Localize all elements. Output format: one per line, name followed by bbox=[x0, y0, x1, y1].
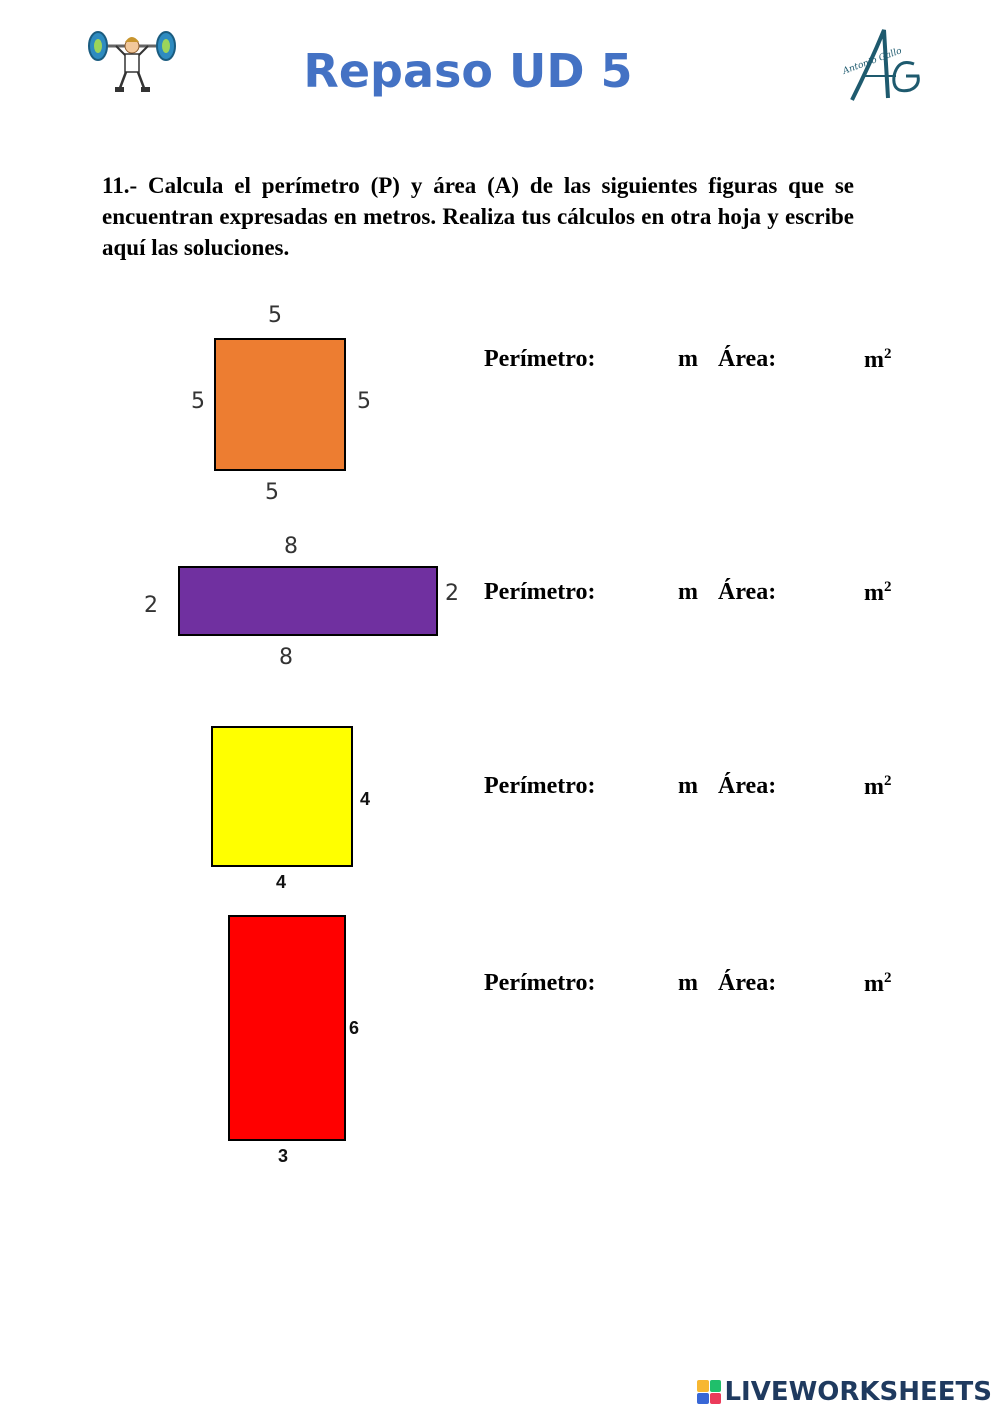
answer-row-4 bbox=[484, 970, 904, 1004]
figure3-right-label: 4 bbox=[360, 789, 371, 809]
perimeter-answer-slot[interactable] bbox=[612, 970, 672, 998]
area-answer-slot[interactable] bbox=[790, 579, 856, 607]
answer-row-3 bbox=[484, 773, 904, 807]
figure1-left-label: 5 bbox=[191, 389, 205, 414]
perimeter-label: Perímetro: bbox=[484, 579, 596, 605]
figure4-bottom-label: 3 bbox=[278, 1146, 289, 1166]
author-logo-text: Antonio Gallo bbox=[841, 46, 904, 77]
liveworksheets-brand: LIVEWORKSHEETS bbox=[724, 1377, 992, 1407]
liveworksheets-logo bbox=[697, 1377, 992, 1407]
figure2-left-label: 2 bbox=[144, 593, 158, 618]
area-unit: $m^2$ bbox=[864, 970, 892, 997]
area-label: Área: bbox=[718, 346, 777, 372]
area-label: Área: bbox=[718, 773, 777, 799]
area-answer-slot[interactable] bbox=[790, 970, 856, 998]
yellow-square bbox=[211, 726, 353, 867]
figure1-top-label: 5 bbox=[268, 303, 282, 328]
figure2-bottom-label: 8 bbox=[279, 645, 293, 670]
area-unit: $m^2$ bbox=[864, 773, 892, 800]
area-unit: $m^2$ bbox=[864, 346, 892, 373]
orange-square bbox=[214, 338, 346, 471]
author-logo bbox=[840, 24, 936, 108]
figure4-right-label: 6 bbox=[349, 1018, 360, 1038]
answer-row-2 bbox=[484, 579, 904, 613]
red-rectangle bbox=[228, 915, 346, 1141]
exercise-instruction: 11.- Calcula el perímetro (P) y área (A) de las siguientes figuras que se encuentran expresadas en metros. Realiza tus cálculos en otra hoja y escribe aquí las soluciones. bbox=[102, 173, 854, 260]
figure2-top-label: 8 bbox=[284, 534, 298, 559]
area-answer-slot[interactable] bbox=[790, 346, 856, 374]
liveworksheets-icon bbox=[697, 1380, 721, 1404]
perimeter-answer-slot[interactable] bbox=[612, 346, 672, 374]
perimeter-answer-slot[interactable] bbox=[612, 773, 672, 801]
perimeter-answer-slot[interactable] bbox=[612, 579, 672, 607]
area-answer-slot[interactable] bbox=[790, 773, 856, 801]
perimeter-unit: m bbox=[678, 579, 698, 605]
perimeter-label: Perímetro: bbox=[484, 970, 596, 996]
perimeter-unit: m bbox=[678, 346, 698, 372]
figure2-right-label: 2 bbox=[445, 581, 459, 606]
figure1-right-label: 5 bbox=[357, 389, 371, 414]
area-unit: $m^2$ bbox=[864, 579, 892, 606]
area-label: Área: bbox=[718, 970, 777, 996]
purple-rectangle bbox=[178, 566, 438, 636]
perimeter-unit: m bbox=[678, 970, 698, 996]
answer-row-1 bbox=[484, 346, 904, 380]
area-label: Área: bbox=[718, 579, 777, 605]
perimeter-unit: m bbox=[678, 773, 698, 799]
figure3-bottom-label: 4 bbox=[276, 872, 287, 892]
perimeter-label: Perímetro: bbox=[484, 773, 596, 799]
page-title: Repaso UD 5 bbox=[303, 44, 633, 98]
perimeter-label: Perímetro: bbox=[484, 346, 596, 372]
figure1-bottom-label: 5 bbox=[265, 480, 279, 505]
